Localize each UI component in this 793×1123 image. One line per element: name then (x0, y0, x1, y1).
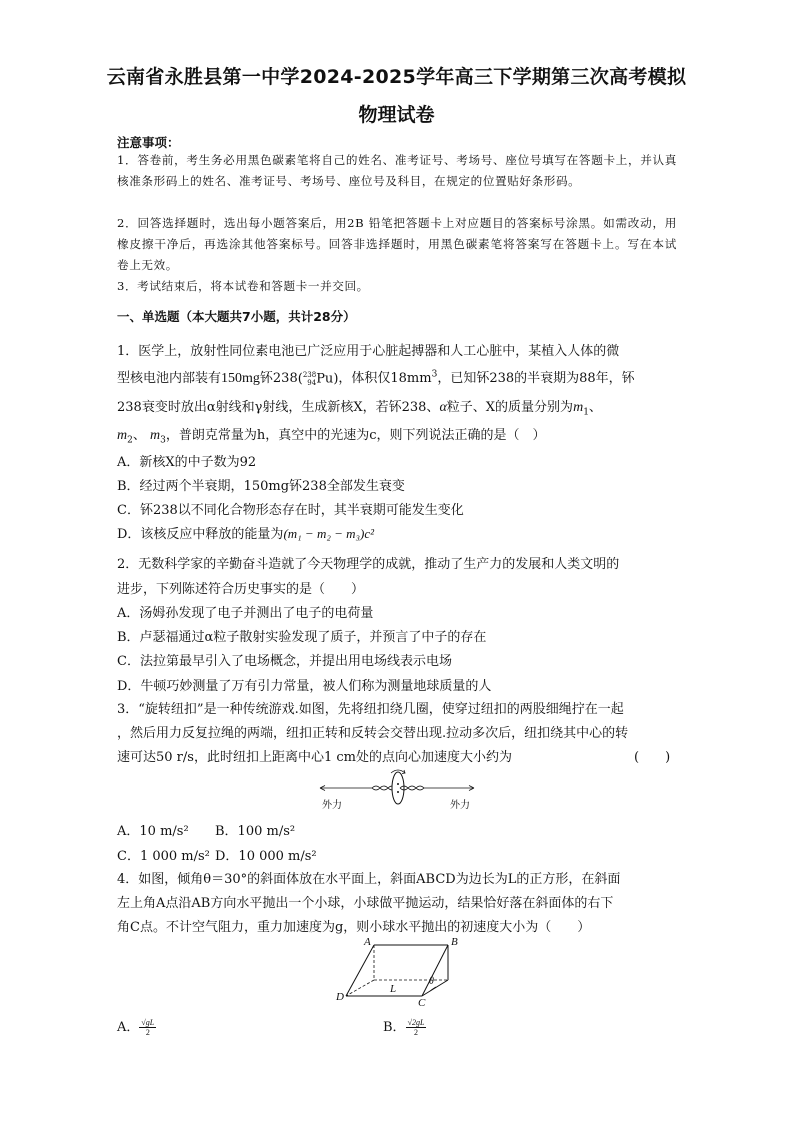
exam-title: 云南省永胜县第一中学2024-2025学年高三下学期第三次高考模拟 (106, 66, 687, 88)
q2-option-c[interactable]: C．法拉第最早引入了电场概念，并提出用电场线表示电场 (117, 654, 452, 669)
q4-line-2: 左上角A点沿AB方向水平抛出一个小球，小球做平抛运动，结果恰好落在斜面体的右下 (117, 896, 614, 911)
exam-subtitle: 物理试卷 (358, 104, 435, 126)
q1-line-2: 型核电池内部装有150mg钚238( 238 94 Pu)，体积仅$18mm^3$，已知钚238的半衰期为88年，钚 (117, 369, 635, 387)
point-c-label: C (418, 997, 426, 1009)
notes-heading: 注意事项： (117, 135, 180, 150)
q3-answer-paren: ( ) (634, 750, 671, 765)
q1-option-b[interactable]: B．经过两个半衰期，150mg钚238全部发生衰变 (117, 479, 405, 494)
q3-option-d[interactable]: D．10 000 m/s² (215, 849, 317, 864)
force-right-label: 外力 (450, 800, 470, 811)
button-rope-figure (318, 768, 478, 816)
point-d-label: D (336, 991, 344, 1003)
q3-option-c[interactable]: C．1 000 m/s² (117, 849, 210, 864)
q4-option-a-fraction: $\frac{√gL}{2}$ (141, 1018, 155, 1037)
q4-option-a[interactable]: A． $\frac{√gL}{2}$ (117, 1018, 155, 1037)
q1-option-a[interactable]: A．新核X的中子数为92 (117, 455, 257, 470)
note-1: 1．答卷前，考生务必用黑色碳素笔将自己的姓名、准考证号、考场号、座位号填写在答题卡上，并认真核准条形码上的姓名、准考证号、考场号、座位号及科目，在规定的位置贴好条形码。 (117, 153, 677, 188)
note-2: 2．回答选择题时，选出每小题答案后，用2B 铅笔把答题卡上对应题目的答案标号涂黑。如需改动，用橡皮擦干净后，再选涂其他答案标号。回答非选择题时，用黑色碳素笔将答案写在答题卡上。写在本试卷上无效。 (117, 216, 677, 272)
q4-line-3: 角C点。不计空气阻力，重力加速度为g，则小球水平抛出的初速度大小为（ ） (117, 920, 591, 935)
section-heading: 一、单选题（本大题共7小题，共计28分） (117, 309, 356, 324)
point-a-label: A (364, 936, 371, 948)
q2-line-2: 进步，下列陈述符合历史事实的是（ ） (117, 582, 365, 597)
q3-line-3: 速可达50 r/s，此时纽扣上距离中心1 cm处的点向心加速度大小约为 (117, 750, 512, 765)
q1-option-d[interactable]: D．该核反应中释放的能量为(m₁ − m₂ − m₃)c² (117, 526, 375, 542)
q1-line-1: 1．医学上，放射性同位素电池已广泛应用于心脏起搏器和人工心脏中，某植入人体的微 (117, 344, 620, 359)
nuclide-pu238: ( 238 94 Pu) (297, 370, 339, 387)
q1-option-c[interactable]: C．钚238以不同化合物形态存在时，其半衰期可能发生变化 (117, 503, 464, 518)
point-b-label: B (451, 936, 458, 948)
incline-diagram (330, 936, 470, 1012)
q3-line-2: ，然后用力反复拉绳的两端，纽扣正转和反转会交替出现.拉动多次后，纽扣绕其中心的转 (117, 726, 629, 741)
q1-line-4: $m_2$、 $m_3$，普朗克常量为h，真空中的光速为c，则下列说法正确的是（ ） (117, 428, 546, 446)
q2-option-d[interactable]: D．牛顿巧妙测量了万有引力常量，被人们称为测量地球质量的人 (117, 679, 492, 694)
q2-option-a[interactable]: A．汤姆孙发现了电子并测出了电子的电荷量 (117, 606, 374, 621)
force-left-label: 外力 (322, 800, 342, 811)
q2-line-1: 2．无数科学家的辛勤奋斗造就了今天物理学的成就，推动了生产力的发展和人类文明的 (117, 557, 620, 572)
q2-option-b[interactable]: B．卢瑟福通过α粒子散射实验发现了质子，并预言了中子的存在 (117, 630, 487, 645)
q3-line-1: 3．“旋转纽扣”是一种传统游戏.如图，先将纽扣绕几圈，使穿过纽扣的两股细绳拧在一起 (117, 702, 624, 717)
side-l-label: L (390, 983, 397, 995)
q4-option-b-fraction: $\frac{√2gL}{2}$ (407, 1018, 425, 1037)
q1-line-3: 238衰变时放出α射线和γ射线，生成新核X，若钚238、α粒子、X的质量分别为$m_1$、 (117, 400, 602, 418)
q3-option-b[interactable]: B．100 m/s² (215, 824, 296, 839)
q4-option-b[interactable]: B． $\frac{√2gL}{2}$ (383, 1018, 425, 1037)
angle-theta-label: θ (429, 976, 434, 987)
note-3: 3．考试结束后，将本试卷和答题卡一并交回。 (117, 279, 369, 293)
q4-line-1: 4．如图，倾角θ＝30°的斜面体放在水平面上，斜面ABCD为边长为L的正方形，在斜面 (117, 872, 621, 887)
q3-option-a[interactable]: A．10 m/s² (117, 824, 189, 839)
incline-figure (330, 936, 470, 1012)
